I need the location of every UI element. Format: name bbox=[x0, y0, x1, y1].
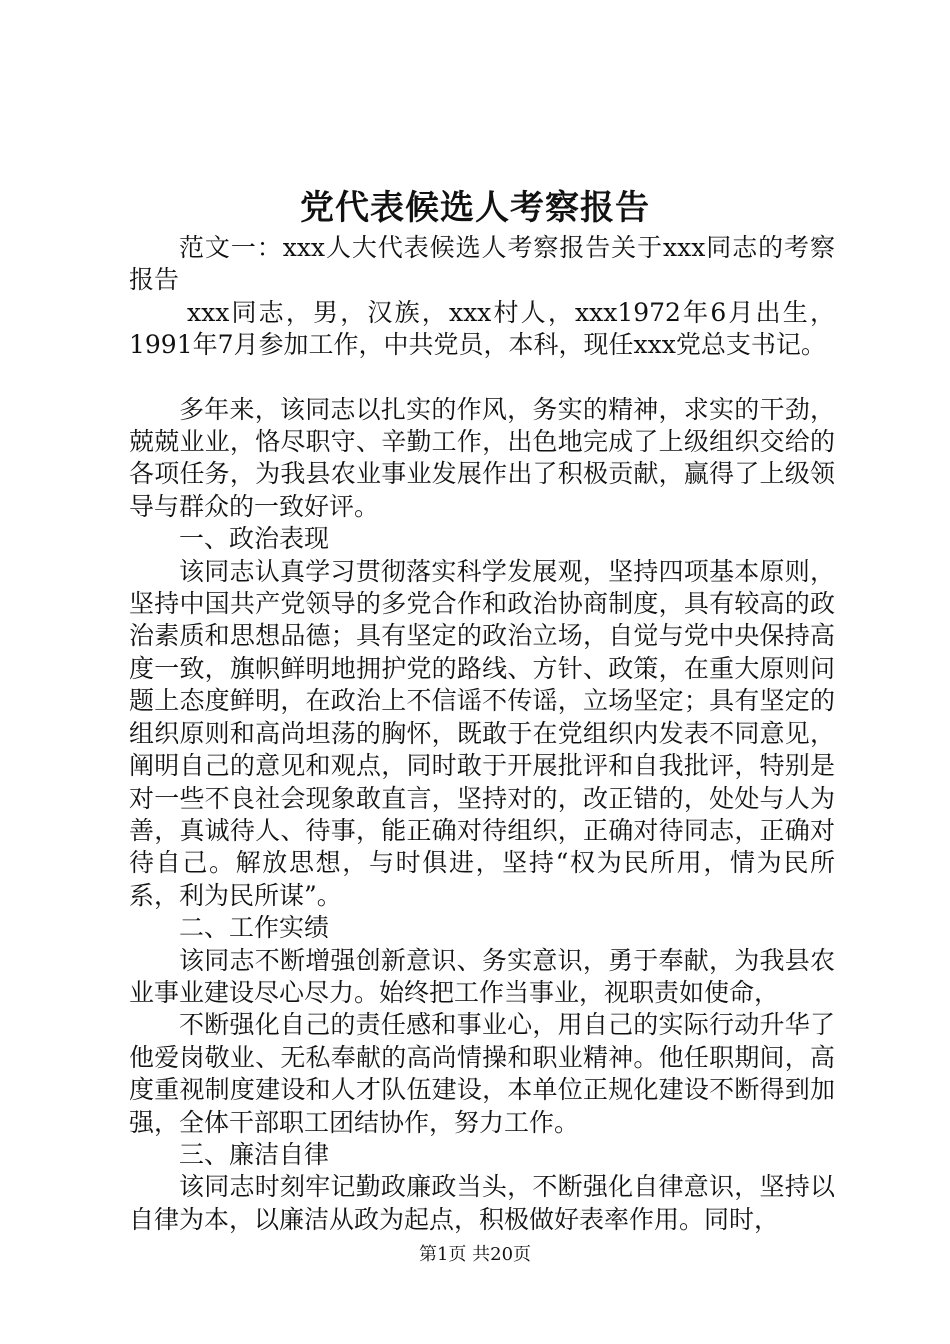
paragraph-integrity: 该同志时刻牢记勤政廉政当头，不断强化自律意识，坚持以自律为本，以廉洁从政为起点，积极做好表率作用。同时， bbox=[129, 1172, 835, 1234]
page-footer: 第1页 共20页 bbox=[418, 1244, 532, 1265]
document-body bbox=[129, 232, 835, 1236]
document-title: 党代表候选人考察报告 bbox=[300, 188, 650, 228]
section-heading-political: 一、政治表现 bbox=[179, 524, 330, 554]
paragraph-summary: 多年来，该同志以扎实的作风，务实的精神，求实的干劲，兢兢业业，恪尽职守、辛勤工作，出色地完成了上级组织交给的各项任务，为我县农业事业发展作出了积极贡献，赢得了上级领导与群众的一致好评。 bbox=[129, 394, 835, 521]
paragraph-profile: xxx同志，男，汉族，xxx村人，xxx1972年6月出生，1991年7月参加工作，中共党员，本科，现任xxx党总支书记。 bbox=[129, 297, 835, 360]
paragraph-achievements-1: 该同志不断增强创新意识、务实意识，勇于奉献，为我县农业事业建设尽心尽力。始终把工作当事业，视职责如使命， bbox=[129, 945, 835, 1007]
section-heading-achievements: 二、工作实绩 bbox=[179, 913, 330, 943]
paragraph-political: 该同志认真学习贯彻落实科学发展观，坚持四项基本原则，坚持中国共产党领导的多党合作和政治协商制度，具有较高的政治素质和思想品德；具有坚定的政治立场，自觉与党中央保持高度一致，旗帜鲜明地拥护党的路线、方针、政策，在重大原则问题上态度鲜明，在政治上不信谣不传谣，立场坚定；具有坚定的组织原则和高尚坦荡的胸怀，既敢于在党组织内发表不同意见，阐明自己的意见和观点，同时敢于开展批评和自我批评，特别是对一些不良社会现象敢直言，坚持对的，改正错的，处处与人为善，真诚待人、待事，能正确对待组织，正确对待同志，正确对待自己。解放思想，与时俱进，坚持“权为民所用，情为民所系，利为民所谋”。 bbox=[129, 556, 835, 910]
paragraph-achievements-2: 不断强化自己的责任感和事业心，用自己的实际行动升华了他爱岗敬业、无私奉献的高尚情操和职业精神。他任职期间，高度重视制度建设和人才队伍建设，本单位正规化建设不断得到加强，全体干部职工团结协作，努力工作。 bbox=[129, 1010, 835, 1137]
paragraph-intro: 范文一：xxx人大代表候选人考察报告关于xxx同志的考察报告 bbox=[129, 233, 835, 295]
section-heading-integrity: 三、廉洁自律 bbox=[179, 1139, 330, 1169]
